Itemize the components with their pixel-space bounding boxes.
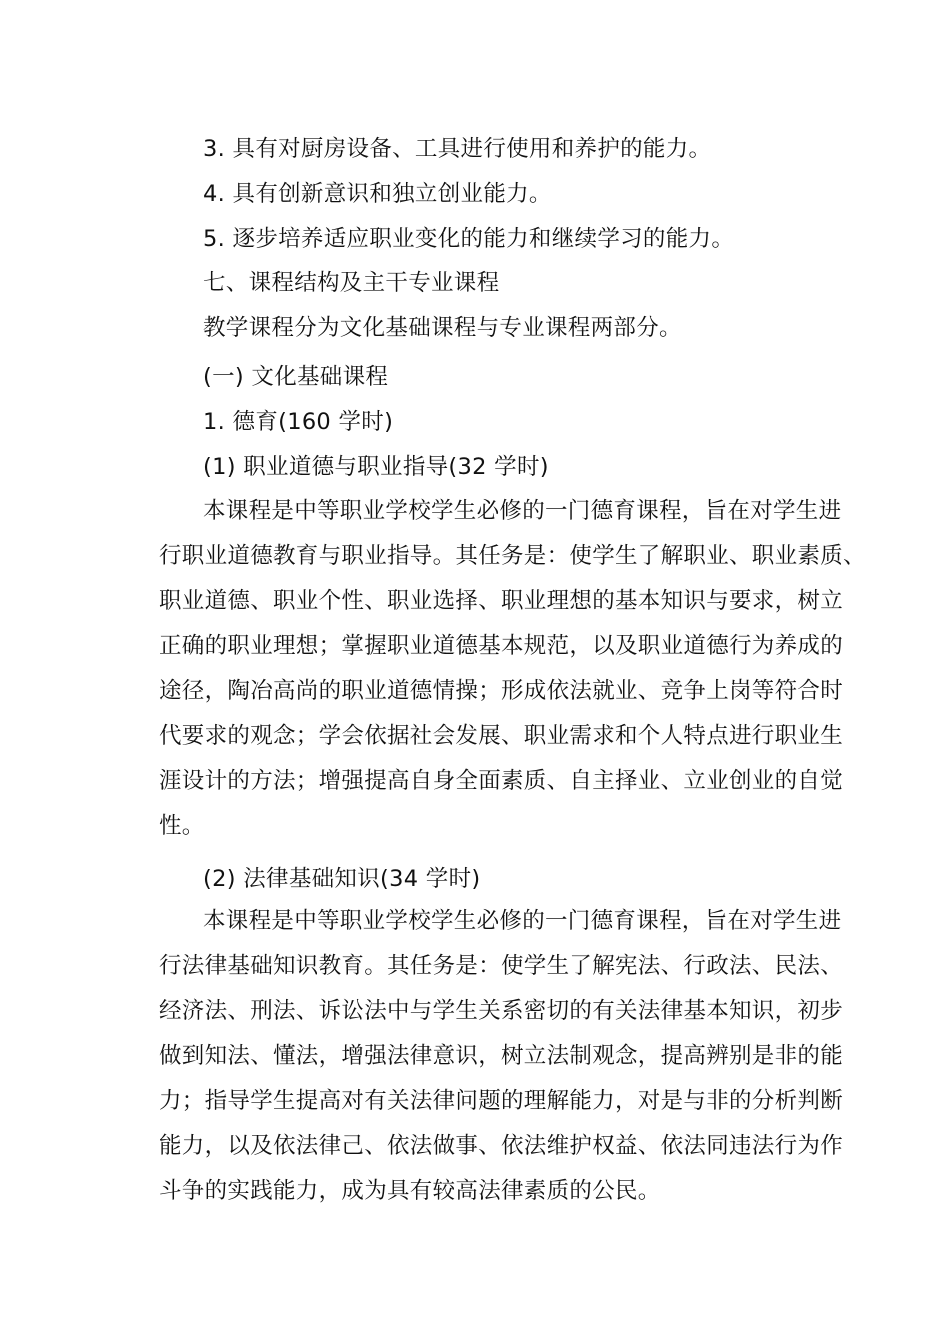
ability-item-5: 5. 逐步培养适应职业变化的能力和继续学习的能力。 bbox=[203, 226, 735, 252]
course-2-text-line: 能力，以及依法律己、依法做事、依法维护权益、依法同违法行为作 bbox=[159, 1133, 844, 1159]
course-1-text-line: 职业道德、职业个性、职业选择、职业理想的基本知识与要求，树立 bbox=[159, 588, 844, 614]
course-2-heading: (2) 法律基础知识(34 学时) bbox=[203, 866, 481, 892]
course-1-text-line: 本课程是中等职业学校学生必修的一门德育课程，旨在对学生进 bbox=[203, 498, 842, 524]
ability-item-3: 3. 具有对厨房设备、工具进行使用和养护的能力。 bbox=[203, 136, 712, 162]
course-1-text-line: 代要求的观念；学会依据社会发展、职业需求和个人特点进行职业生 bbox=[159, 723, 844, 749]
course-2-text-line: 力；指导学生提高对有关法律问题的理解能力，对是与非的分析判断 bbox=[159, 1088, 844, 1114]
course-heading-moral: 1. 德育(160 学时) bbox=[203, 409, 394, 435]
course-1-text-line: 行职业道德教育与职业指导。其任务是：使学生了解职业、职业素质、 bbox=[159, 543, 866, 569]
course-2-text-line: 做到知法、懂法，增强法律意识，树立法制观念，提高辨别是非的能 bbox=[159, 1043, 844, 1069]
subsection-heading: (一) 文化基础课程 bbox=[203, 364, 389, 390]
course-2-text-line: 经济法、刑法、诉讼法中与学生关系密切的有关法律基本知识，初步 bbox=[159, 998, 844, 1024]
course-2-text-line: 斗争的实践能力，成为具有较高法律素质的公民。 bbox=[159, 1178, 661, 1204]
course-1-text-line: 性。 bbox=[159, 813, 205, 839]
course-1-text-line: 正确的职业理想；掌握职业道德基本规范，以及职业道德行为养成的 bbox=[159, 633, 844, 659]
course-1-text-line: 涯设计的方法；增强提高自身全面素质、自主择业、立业创业的自觉 bbox=[159, 768, 844, 794]
course-1-heading: (1) 职业道德与职业指导(32 学时) bbox=[203, 454, 549, 480]
course-2-text-line: 本课程是中等职业学校学生必修的一门德育课程，旨在对学生进 bbox=[203, 908, 842, 934]
section-intro: 教学课程分为文化基础课程与专业课程两部分。 bbox=[203, 315, 682, 341]
section-heading: 七、课程结构及主干专业课程 bbox=[203, 270, 500, 296]
course-1-text-line: 途径，陶冶高尚的职业道德情操；形成依法就业、竞争上岗等符合时 bbox=[159, 678, 844, 704]
ability-item-4: 4. 具有创新意识和独立创业能力。 bbox=[203, 181, 552, 207]
course-2-text-line: 行法律基础知识教育。其任务是：使学生了解宪法、行政法、民法、 bbox=[159, 953, 844, 979]
